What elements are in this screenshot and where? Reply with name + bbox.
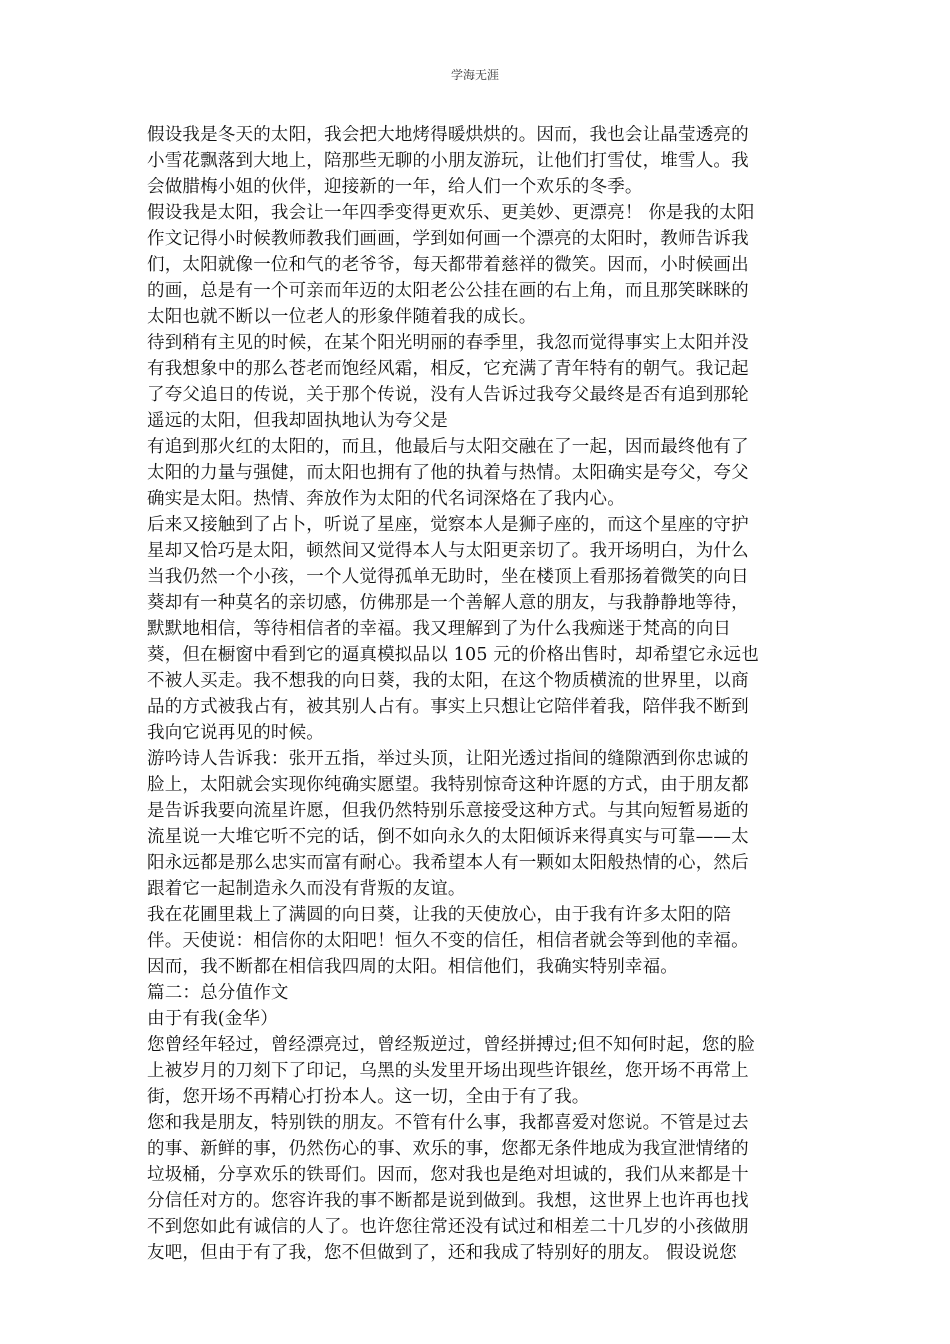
- text-line: 太阳的力量与强健，而太阳也拥有了他的执着与热情。太阳确实是夸父，夸父: [147, 463, 749, 483]
- text-line: 上被岁月的刀刻下了印记，乌黑的头发里开场出现些许银丝，您开场不再常上: [147, 1061, 749, 1081]
- text-line: 您曾经年轻过，曾经漂亮过，曾经叛逆过，曾经拼搏过;但不知何时起，您的脸: [147, 1035, 755, 1055]
- essay-title: 由于有我(金华）: [147, 1009, 278, 1029]
- text-line: 当我仍然一个小孩，一个人觉得孤单无助时，坐在楼顶上看那扬着微笑的向日: [147, 567, 749, 587]
- text-line: 确实是太阳。热情、奔放作为太阳的代名词深烙在了我内心。: [147, 489, 625, 509]
- text-line: 太阳也就不断以一位老人的形象伴随着我的成长。: [147, 307, 537, 327]
- text-line: 葵却有一种莫名的亲切感，仿佛那是一个善解人意的朋友，与我静静地等待，: [147, 593, 749, 613]
- text-line: 会做腊梅小姐的伙伴，迎接新的一年，给人们一个欢乐的冬季。: [147, 177, 643, 197]
- document-body: [147, 122, 803, 1266]
- text-line: 的画，总是有一个可亲而年迈的太阳老公公挂在画的右上角，而且那笑眯眯的: [147, 281, 749, 301]
- text-line: 小雪花飘落到大地上，陪那些无聊的小朋友游玩，让他们打雪仗，堆雪人。我: [147, 151, 749, 171]
- text-line: 脸上，太阳就会实现你纯确实愿望。我特别惊奇这种许愿的方式，由于朋友都: [147, 775, 749, 795]
- text-line: 因而，我不断都在相信我四周的太阳。相信他们，我确实特别幸福。: [147, 957, 678, 977]
- text-line: 品的方式被我占有，被其别人占有。事实上只想让它陪伴着我，陪伴我不断到: [147, 697, 749, 717]
- text-line: 不到您如此有诚信的人了。也许您往常还没有试过和相差二十几岁的小孩做朋: [147, 1217, 749, 1237]
- text-line: 您和我是朋友，特别铁的朋友。不管有什么事，我都喜爱对您说。不管是过去: [147, 1113, 749, 1133]
- text-line: 后来又接触到了占卜，听说了星座，觉察本人是狮子座的，而这个星座的守护: [147, 515, 749, 535]
- text-line: 不被人买走。我不想我的向日葵，我的太阳，在这个物质横流的世界里，以商: [147, 671, 749, 691]
- text-line: 友吧，但由于有了我，您不但做到了，还和我成了特别好的朋友。 假设说您: [147, 1243, 737, 1263]
- text-line: 伴。天使说：相信你的太阳吧！恒久不变的信任，相信者就会等到他的幸福。: [147, 931, 749, 951]
- text-line: 的事、新鲜的事，仍然伤心的事、欢乐的事，您都无条件地成为我宣泄情绪的: [147, 1139, 749, 1159]
- text-line: 待到稍有主见的时候，在某个阳光明丽的春季里，我忽而觉得事实上太阳并没: [147, 333, 749, 353]
- text-line: 默默地相信，等待相信者的幸福。我又理解到了为什么我痴迷于梵高的向日: [147, 619, 732, 639]
- text-line: 跟着它一起制造永久而没有背叛的友谊。: [147, 879, 466, 899]
- text-line: 假设我是冬天的太阳，我会把大地烤得暖烘烘的。因而，我也会让晶莹透亮的: [147, 125, 749, 145]
- text-line: 星却又恰巧是太阳，顿然间又觉得本人与太阳更亲切了。我开场明白，为什么: [147, 541, 749, 561]
- text-line: 遥远的太阳，但我却固执地认为夸父是: [147, 411, 448, 431]
- text-line: 垃圾桶，分享欢乐的铁哥们。因而，您对我也是绝对坦诚的，我们从来都是十: [147, 1165, 749, 1185]
- page-header: 学海无涯: [450, 68, 499, 82]
- text-line: 阳永远都是那么忠实而富有耐心。我希望本人有一颗如太阳般热情的心，然后: [147, 853, 749, 873]
- text-line: 葵，但在橱窗中看到它的逼真模拟品以 105 元的价格出售时，却希望它永远也: [147, 645, 759, 665]
- text-line: 有追到那火红的太阳的，而且，他最后与太阳交融在了一起，因而最终他有了: [147, 437, 749, 457]
- text-line: 街，您开场不再精心打扮本人。这一切，全由于有了我。: [147, 1087, 590, 1107]
- text-line: 我向它说再见的时候。: [147, 723, 324, 743]
- text-line: 作文记得小时候教师教我们画画，学到如何画一个漂亮的太阳时，教师告诉我: [147, 229, 749, 249]
- text-line: 流星说一大堆它听不完的话，倒不如向永久的太阳倾诉来得真实与可靠——太: [147, 827, 749, 847]
- text-line: 分信任对方的。您容许我的事不断都是说到做到。我想，这世界上也许再也找: [147, 1191, 749, 1211]
- text-line: 假设我是太阳，我会让一年四季变得更欢乐、更美妙、更漂亮！ 你是我的太阳: [147, 203, 755, 223]
- text-line: 了夸父追日的传说，关于那个传说，没有人告诉过我夸父最终是否有追到那轮: [147, 385, 749, 405]
- text-line: 有我想象中的那么苍老而饱经风霜，相反，它充满了青年特有的朝气。我记起: [147, 359, 749, 379]
- text-line: 游吟诗人告诉我：张开五指，举过头顶，让阳光透过指间的缝隙洒到你忠诚的: [147, 749, 749, 769]
- text-line: 我在花圃里栽上了满圆的向日葵，让我的天使放心，由于我有许多太阳的陪: [147, 905, 732, 925]
- text-line: 是告诉我要向流星许愿，但我仍然特别乐意接受这种方式。与其向短暂易逝的: [147, 801, 749, 821]
- text-line: 们，太阳就像一位和气的老爷爷，每天都带着慈祥的微笑。因而，小时候画出: [147, 255, 749, 275]
- section-heading: 篇二：总分值作文: [147, 983, 289, 1003]
